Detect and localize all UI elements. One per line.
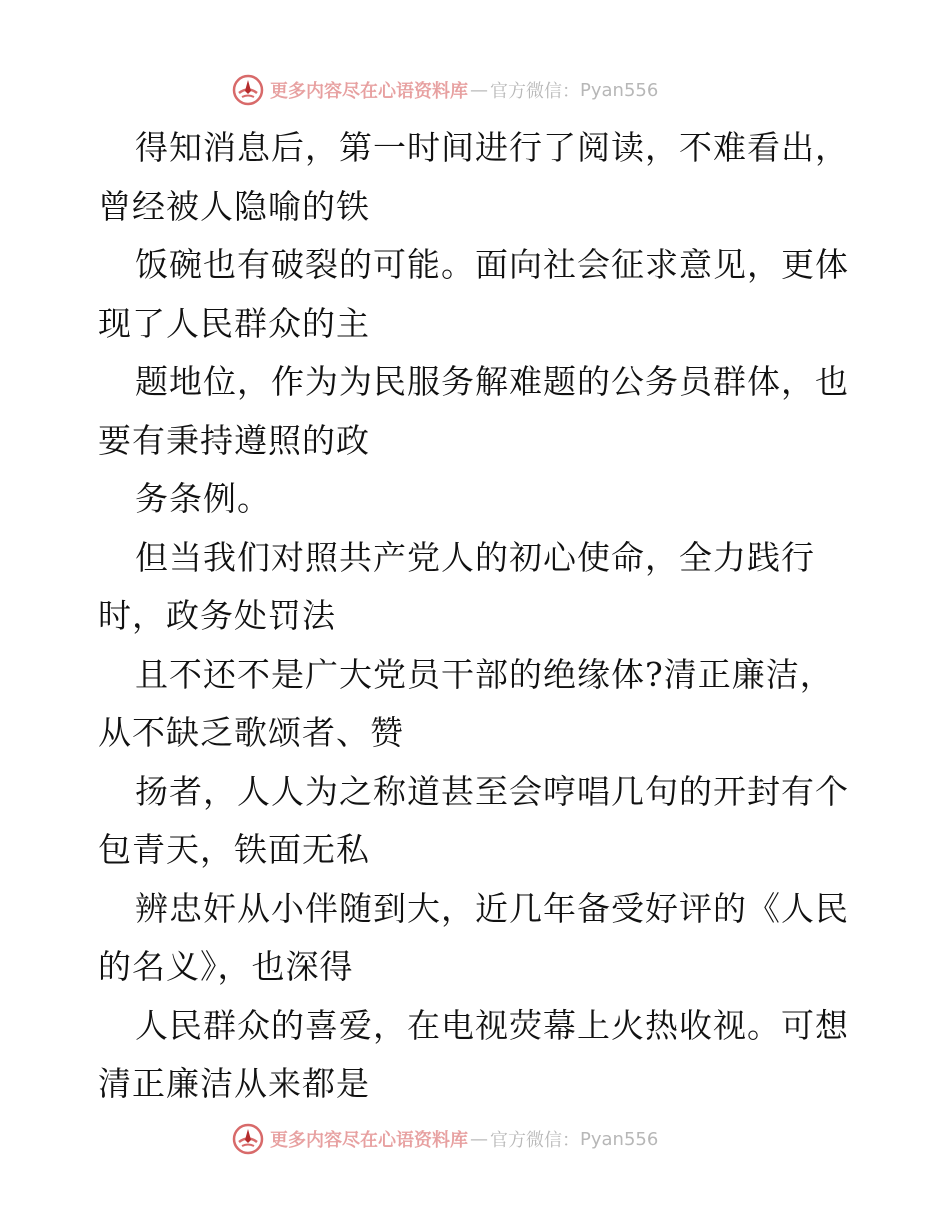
paragraph-line: 人民群众的喜爱，在电视荧幕上火热收视。可想 xyxy=(135,1005,849,1045)
paragraph-line: 曾经被人隐喻的铁 xyxy=(98,186,370,226)
banner-dash: — xyxy=(470,1128,488,1150)
paragraph-line: 的名义》，也深得 xyxy=(98,947,354,986)
paragraph-line: 辨忠奸从小伴随到大，近几年备受好评的《人民 xyxy=(135,888,849,928)
banner-dash: — xyxy=(470,79,488,101)
paragraph-line: 要有秉持遵照的政 xyxy=(98,420,370,460)
document-body xyxy=(98,119,858,1114)
banner-title: 更多内容尽在心语资料库 xyxy=(270,1130,468,1151)
book-pen-logo-icon xyxy=(232,1123,264,1155)
paragraph-line: 务条例。 xyxy=(135,479,271,518)
banner-wechat-label: 官方微信： xyxy=(490,1130,580,1151)
paragraph-line: 得知消息后，第一时间进行了阅读，不难看出， xyxy=(135,128,849,167)
paragraph-line: 包青天，铁面无私 xyxy=(98,830,370,869)
paragraph-line: 但当我们对照共产党人的初心使命，全力践行 xyxy=(135,537,815,577)
paragraph-line: 从不缺乏歌颂者、赞 xyxy=(98,713,404,752)
banner-title: 更多内容尽在心语资料库 xyxy=(270,81,468,102)
paragraph-line: 题地位，作为为民服务解难题的公务员群体，也 xyxy=(135,362,849,401)
header-banner xyxy=(232,73,658,107)
book-pen-logo-icon xyxy=(232,74,264,106)
paragraph-line: 扬者，人人为之称道甚至会哼唱几句的开封有个 xyxy=(135,771,849,811)
banner-wechat-label: 官方微信： xyxy=(490,81,580,102)
paragraph-line: 饭碗也有破裂的可能。面向社会征求意见，更体 xyxy=(135,245,849,284)
paragraph-line: 时，政务处罚法 xyxy=(98,596,336,635)
footer-banner xyxy=(232,1122,658,1156)
banner-wechat-id: Pyan556 xyxy=(580,79,659,101)
paragraph-line: 现了人民群众的主 xyxy=(98,303,370,343)
paragraph-line: 清正廉洁从来都是 xyxy=(98,1064,370,1103)
banner-wechat-id: Pyan556 xyxy=(580,1128,659,1150)
paragraph-line: 且不还不是广大党员干部的绝缘体?清正廉洁， xyxy=(135,654,834,694)
